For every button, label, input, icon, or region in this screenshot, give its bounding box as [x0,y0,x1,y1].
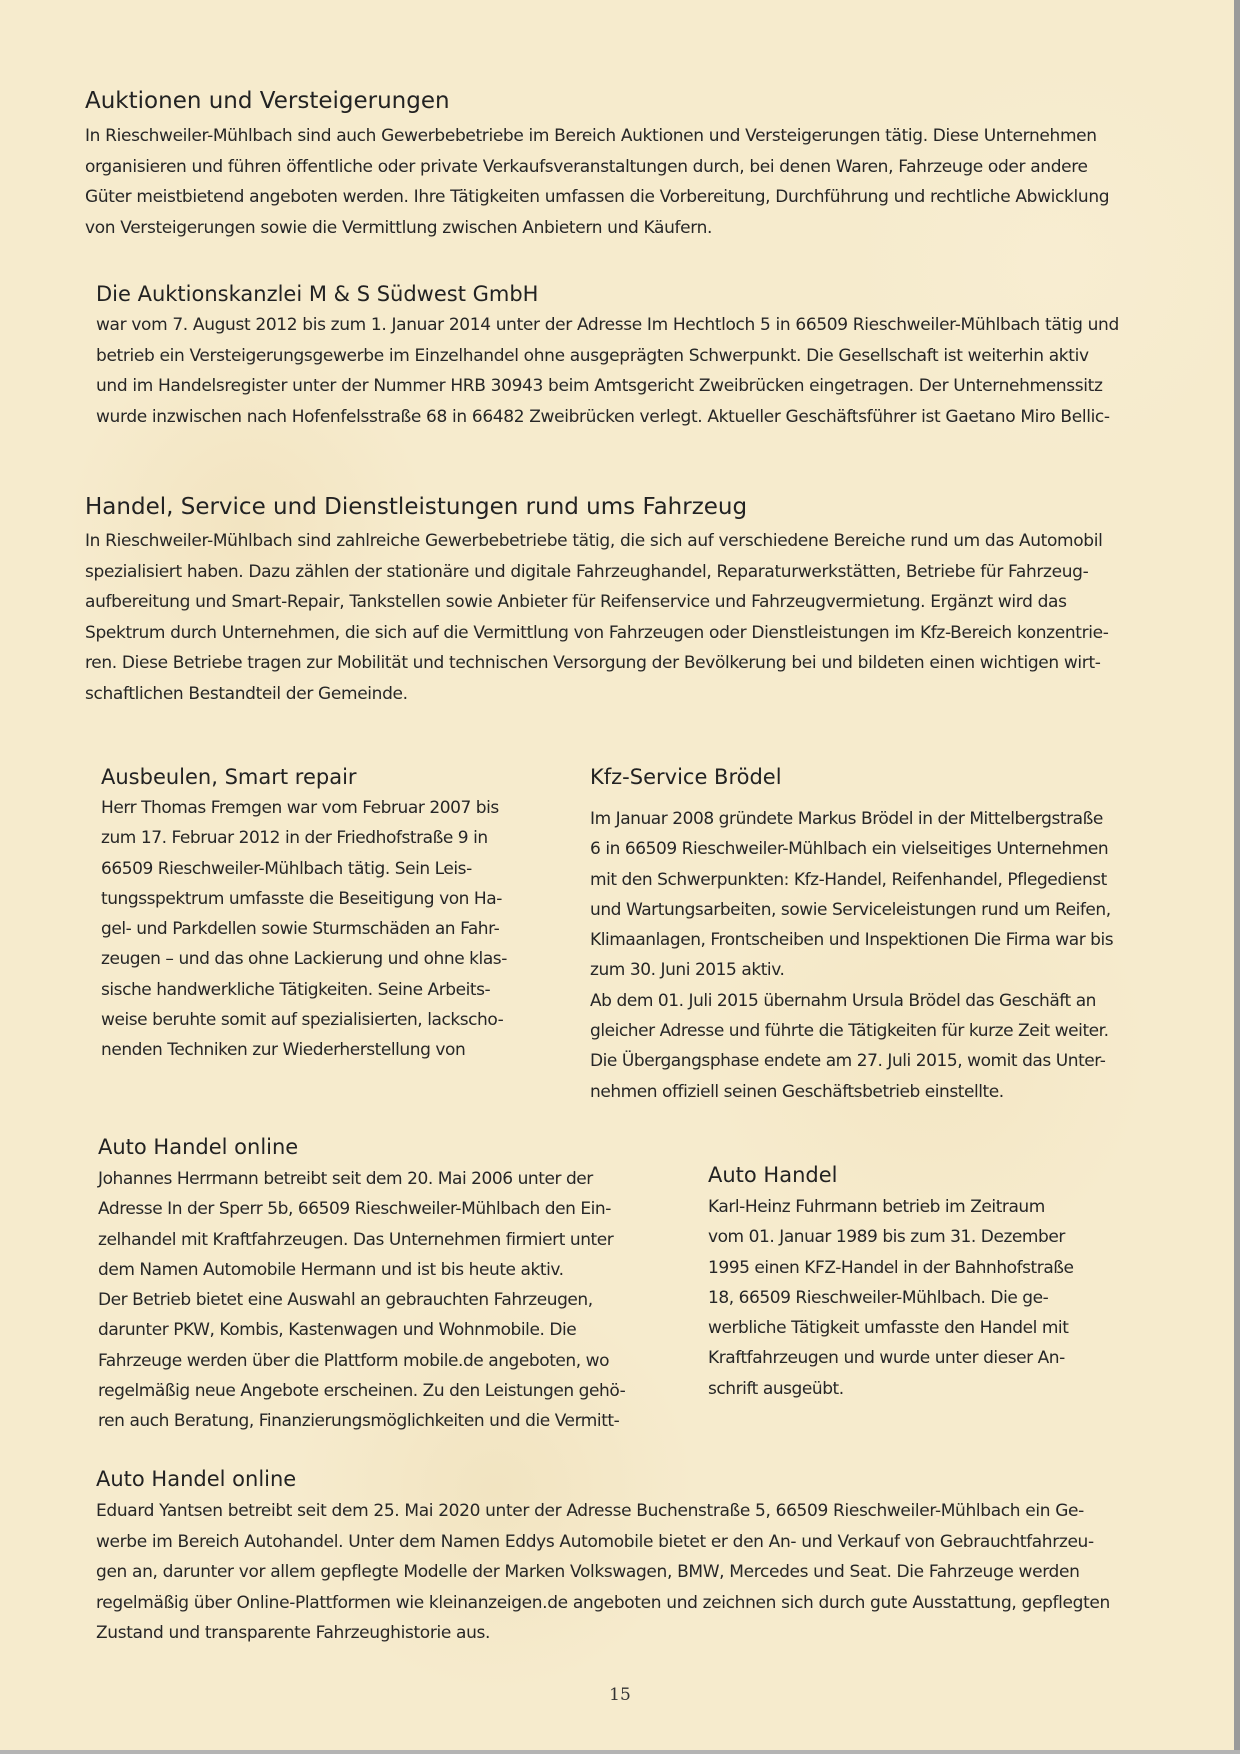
paragraph-auktionskanzlei: war vom 7. August 2012 bis zum 1. Januar 2014 unter der Adresse Im Hechtloch 5 in 66509 Rieschweiler-Mühlbach tätig und betrieb ein Versteigerungsgewerbe im Einzelhandel ohne ausgeprägten Schwerpunkt. Die Gesellschaft ist weiterhin aktiv und im Handelsregister unter der Nummer HRB 30943 beim Amtsgericht Zweibrücken eingetragen. Der Unternehmenssitz wurde inzwischen nach Hofenfelsstraße 68 in 66482 Zweibrücken verlegt. Aktueller Geschäftsführer ist Gaetano Miro Bellic- [96,315,1119,427]
entry-title-auto-handel-online-2: Auto Handel online [96,1467,297,1491]
entry-auto-handel-online-2 [96,1466,1186,1649]
section-auktionen [85,87,1175,243]
entry-auktionskanzlei [96,281,1186,432]
entry-title-auto-handel-online-1: Auto Handel online [98,1135,299,1159]
entry-ausbeulen [101,764,541,1066]
entry-title-kfz-service: Kfz-Service Brödel [590,765,782,789]
paragraph-ausbeulen: Herr Thomas Fremgen war vom Februar 2007 bis zum 17. Februar 2012 in der Friedhofstraße 9 in 66509 Rieschweiler-Mühlbach tätig. Sein Leis- tungsspektrum umfasste die Beseitigung von Ha- gel- und Parkdellen sowie Sturmschäden an Fahr- zeugen – und das ohne Lackierung und ohne klas- sische handwerkliche Tätigkeiten. Seine Arbeits- weise beruhte somit auf spezialisierten, lackscho- nenden Techniken zur Wiederherstellung von [101,798,507,1061]
paragraph-auto-handel-online-1: Johannes Herrmann betreibt seit dem 20. Mai 2006 unter der Adresse In der Sperr 5b, 66509 Rieschweiler-Mühlbach den Ein- zelhandel mit Kraftfahrzeugen. Das Unternehmen firmiert unter dem Namen Automobile Hermann und ist bis heute aktiv. Der Betrieb bietet eine Auswahl an gebrauchten Fahrzeugen, darunter PKW, Kombis, Kastenwagen und Wohnmobile. Die Fahrzeuge werden über die Plattform mobile.de angeboten, wo regelmäßig neue Angebote erscheinen. Zu den Leistungen gehö- ren auch Beratung, Finanzierungsmöglichkeiten und die Vermitt- [98,1169,626,1432]
page-number: 15 [609,1685,631,1705]
entry-title-ausbeulen: Ausbeulen, Smart repair [101,765,357,789]
section-title-auktionen: Auktionen und Versteigerungen [85,88,450,114]
paragraph-fahrzeug: In Rieschweiler-Mühlbach sind zahlreiche Gewerbebetriebe tätig, die sich auf verschiedene Bereiche rund um das Automobil spezialisiert haben. Dazu zählen der stationäre und digitale Fahrzeughandel, Reparaturwerkstätten, Betriebe für Fahrzeug- aufbereitung und Smart-Repair, Tankstellen sowie Anbieter für Reifenservice und Fahrzeugvermietung. Ergänzt wird das Spektrum durch Unternehmen, die sich auf die Vermittlung von Fahrzeugen oder Dienstleistungen im Kfz-Bereich konzentrie- ren. Diese Betriebe tragen zur Mobilität und technischen Versorgung der Bevölkerung bei und bildeten einen wichtigen wirt- schaftlichen Bestandteil der Gemeinde. [85,531,1109,704]
section-fahrzeug [85,493,1175,709]
paragraph-auktionen: In Rieschweiler-Mühlbach sind auch Gewerbebetriebe im Bereich Auktionen und Versteigerungen tätig. Diese Unternehmen organisieren und führen öffentliche oder private Verkaufsveranstaltungen durch, bei denen Waren, Fahrzeuge oder andere Güter meistbietend angeboten werden. Ihre Tätigkeiten umfassen die Vorbereitung, Durchführung und rechtliche Abwicklung von Versteigerungen sowie die Vermittlung zwischen Anbietern und Käufern. [85,126,1110,238]
page-edge-bottom [0,1750,1240,1754]
page-edge-shadow [1234,0,1240,1754]
section-title-fahrzeug: Handel, Service und Dienstleistungen rund ums Fahrzeug [85,494,748,520]
paragraph-auto-handel-online-2: Eduard Yantsen betreibt seit dem 25. Mai 2020 unter der Adresse Buchenstraße 5, 66509 Rieschweiler-Mühlbach ein Ge- werbe im Bereich Autohandel. Unter dem Namen Eddys Automobile bietet er den An- und Verkauf von Gebrauchtfahrzeu- gen an, darunter vor allem gepflegte Modelle der Marken Volkswagen, BMW, Mercedes und Seat. Die Fahrzeuge werden regelmäßig über Online-Plattformen wie kleinanzeigen.de angeboten und zeichnen sich durch gute Ausstattung, gepflegten Zustand und transparente Fahrzeughistorie aus. [96,1501,1110,1643]
entry-kfz-service [590,764,1170,1107]
paragraph-auto-handel: Karl-Heinz Fuhrmann betrieb im Zeitraum vom 01. Januar 1989 bis zum 31. Dezember 1995 einen KFZ-Handel in der Bahnhofstraße 18, 66509 Rieschweiler-Mühlbach. Die ge- werbliche Tätigkeit umfasste den Handel mit Kraftfahrzeugen und wurde unter dieser An- schrift ausgeübt. [708,1197,1074,1399]
entry-auto-handel-online-1 [98,1134,658,1437]
entry-title-auto-handel: Auto Handel [708,1163,838,1187]
entry-title-auktionskanzlei: Die Auktionskanzlei M & S Südwest GmbH [96,282,539,306]
paragraph-kfz-service: Im Januar 2008 gründete Markus Brödel in der Mittelbergstraße 6 in 66509 Rieschweiler-Mühlbach ein vielseitiges Unternehmen mit den Schwerpunkten: Kfz-Handel, Reifenhandel, Pflegedienst und Wartungsarbeiten, sowie Serviceleistungen rund um Reifen, Klimaanlagen, Frontscheiben und Inspektionen Die Firma war bis zum 30. Juni 2015 aktiv. Ab dem 01. Juli 2015 übernahm Ursula Brödel das Geschäft an gleicher Adresse und führte die Tätigkeiten für kurze Zeit weiter. Die Übergangsphase endete am 27. Juli 2015, womit das Unter- nehmen offiziell seinen Geschäftsbetrieb einstellte. [590,809,1114,1102]
entry-auto-handel [708,1162,1138,1404]
